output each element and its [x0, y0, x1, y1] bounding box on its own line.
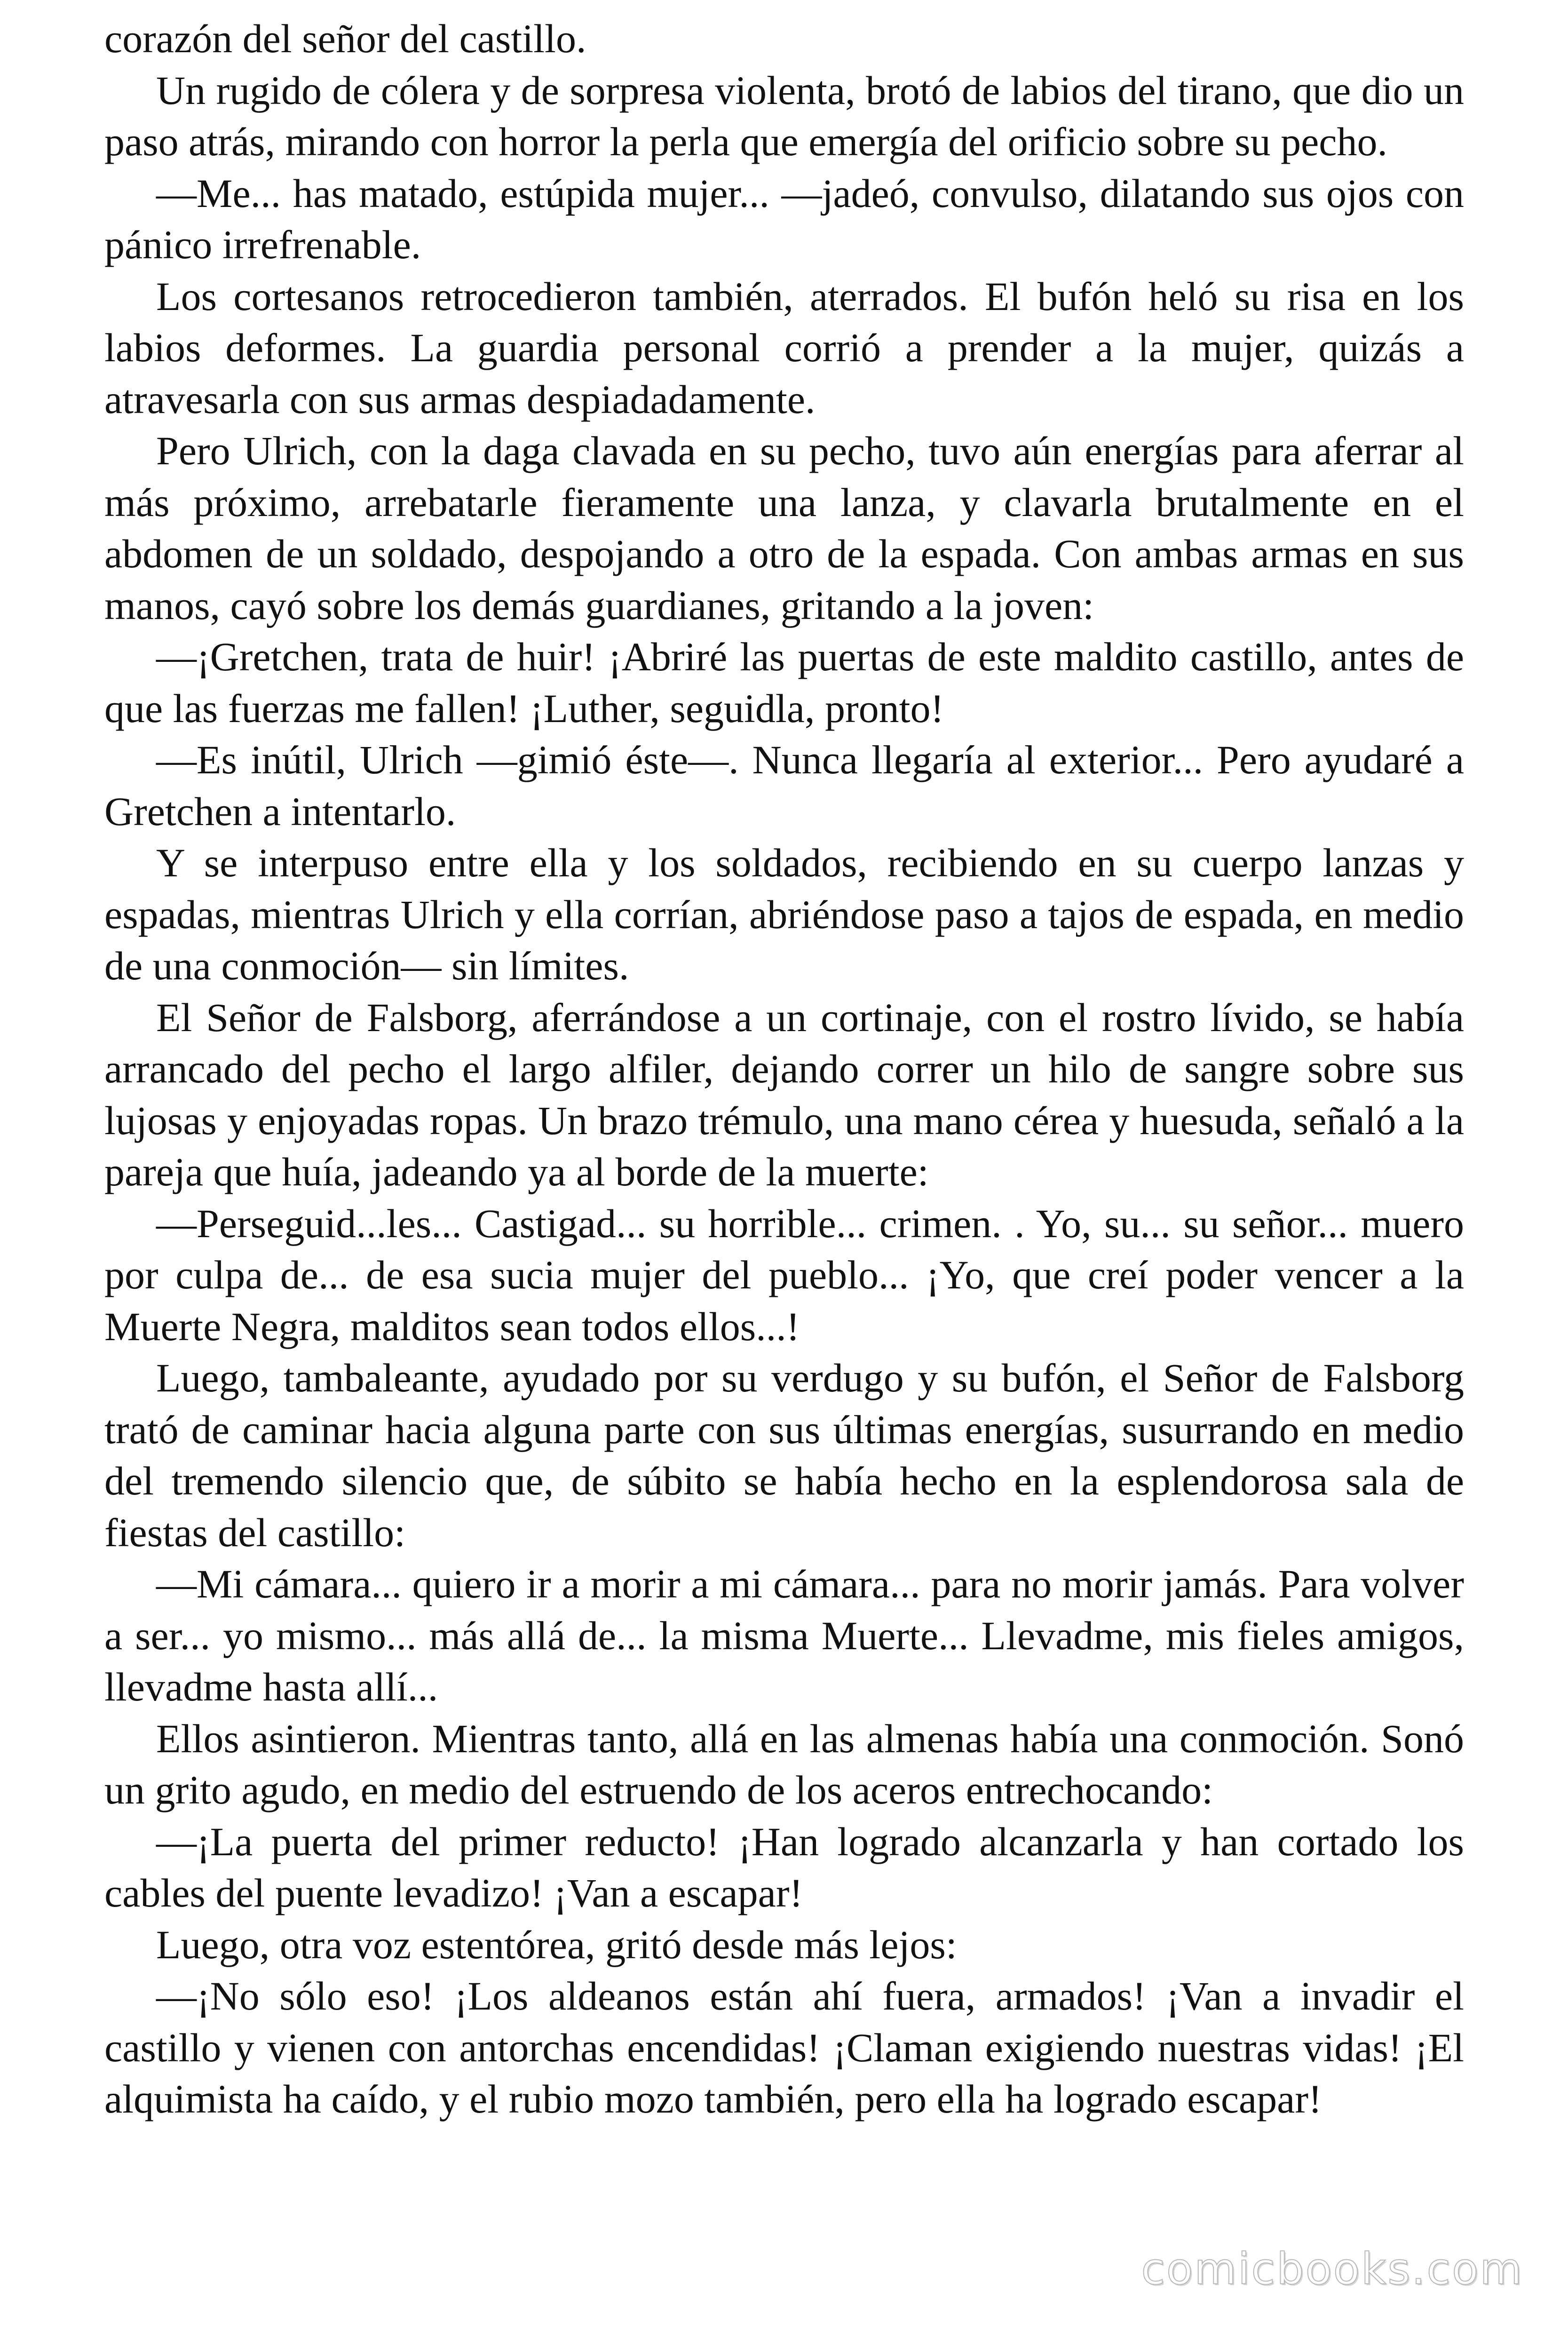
paragraph: —¡No sólo eso! ¡Los aldeanos están ahí fuera, armados! ¡Van a invadir el castillo y vienen con antorchas encendidas! ¡Claman exigiendo nuestras vidas! ¡El alquimista ha caído, y el rubio mozo también, pero ella ha logrado escapar! — [104, 1973, 1464, 2122]
paragraph: Ellos asintieron. Mientras tanto, allá en las almenas había una conmoción. Sonó un grito agudo, en medio del estruendo de los aceros entrechocando: — [104, 1716, 1464, 1812]
paragraph: Los cortesanos retrocedieron también, aterrados. El bufón heló su risa en los labios deformes. La guardia personal corrió a prender a la mujer, quizás a atravesarla con sus armas despiadadamente. — [104, 273, 1464, 422]
book-page — [104, 13, 1464, 2125]
paragraph: —¡La puerta del primer reducto! ¡Han logrado alcanzarla y han cortado los cables del puente levadizo! ¡Van a escapar! — [104, 1819, 1464, 1915]
paragraph: —Perseguid...les... Castigad... su horrible... crimen. . Yo, su... su señor... muero por culpa de... de esa sucia mujer del pueblo... ¡Yo, que creí poder vencer a la Muerte Negra, malditos sean todos ellos...! — [104, 1200, 1464, 1349]
paragraph: —Es inútil, Ulrich —gimió éste—. Nunca llegaría al exterior... Pero ayudaré a Gretchen a intentarlo. — [104, 737, 1464, 834]
paragraph: Luego, tambaleante, ayudado por su verdugo y su bufón, el Señor de Falsborg trató de caminar hacia alguna parte con sus últimas energías, susurrando en medio del tremendo silencio que, de súbito se había hecho en la esplendorosa sala de fiestas del castillo: — [104, 1355, 1464, 1555]
paragraph: —¡Gretchen, trata de huir! ¡Abriré las puertas de este maldito castillo, antes de que las fuerzas me fallen! ¡Luther, seguidla, pronto! — [104, 634, 1464, 731]
paragraph: Pero Ulrich, con la daga clavada en su pecho, tuvo aún energías para aferrar al más próximo, arrebatarle fieramente una lanza, y clavarla brutalmente en el abdomen de un soldado, despojando a otro de la espada. Con ambas armas en sus manos, cayó sobre los demás guardianes, gritando a la joven: — [104, 428, 1464, 628]
paragraph: —Mi cámara... quiero ir a morir a mi cámara... para no morir jamás. Para volver a ser... yo mismo... más allá de... la misma Muerte... Llevadme, mis fieles amigos, llevadme hasta allí... — [104, 1561, 1464, 1709]
paragraph: Luego, otra voz estentórea, gritó desde más lejos: — [156, 1922, 957, 1967]
paragraph: Y se interpuso entre ella y los soldados, recibiendo en su cuerpo lanzas y espadas, mientras Ulrich y ella corrían, abriéndose paso a tajos de espada, en medio de una conmoción— sin límites. — [104, 840, 1464, 988]
watermark-text: comicbooks.com — [1141, 2244, 1523, 2294]
paragraph: Un rugido de cólera y de sorpresa violenta, brotó de labios del tirano, que dio un paso atrás, mirando con horror la perla que emergía del orificio sobre su pecho. — [104, 67, 1464, 164]
paragraph: —Me... has matado, estúpida mujer... —jadeó, convulso, dilatando sus ojos con pánico irrefrenable. — [104, 170, 1464, 267]
paragraph: El Señor de Falsborg, aferrándose a un cortinaje, con el rostro lívido, se había arrancado del pecho el largo alfiler, dejando correr un hilo de sangre sobre sus lujosas y enjoyadas ropas. Un brazo trémulo, una mano cérea y huesuda, señaló a la pareja que huía, jadeando ya al borde de la muerte: — [104, 994, 1464, 1194]
paragraph-continuation: corazón del señor del castillo. — [104, 16, 586, 61]
